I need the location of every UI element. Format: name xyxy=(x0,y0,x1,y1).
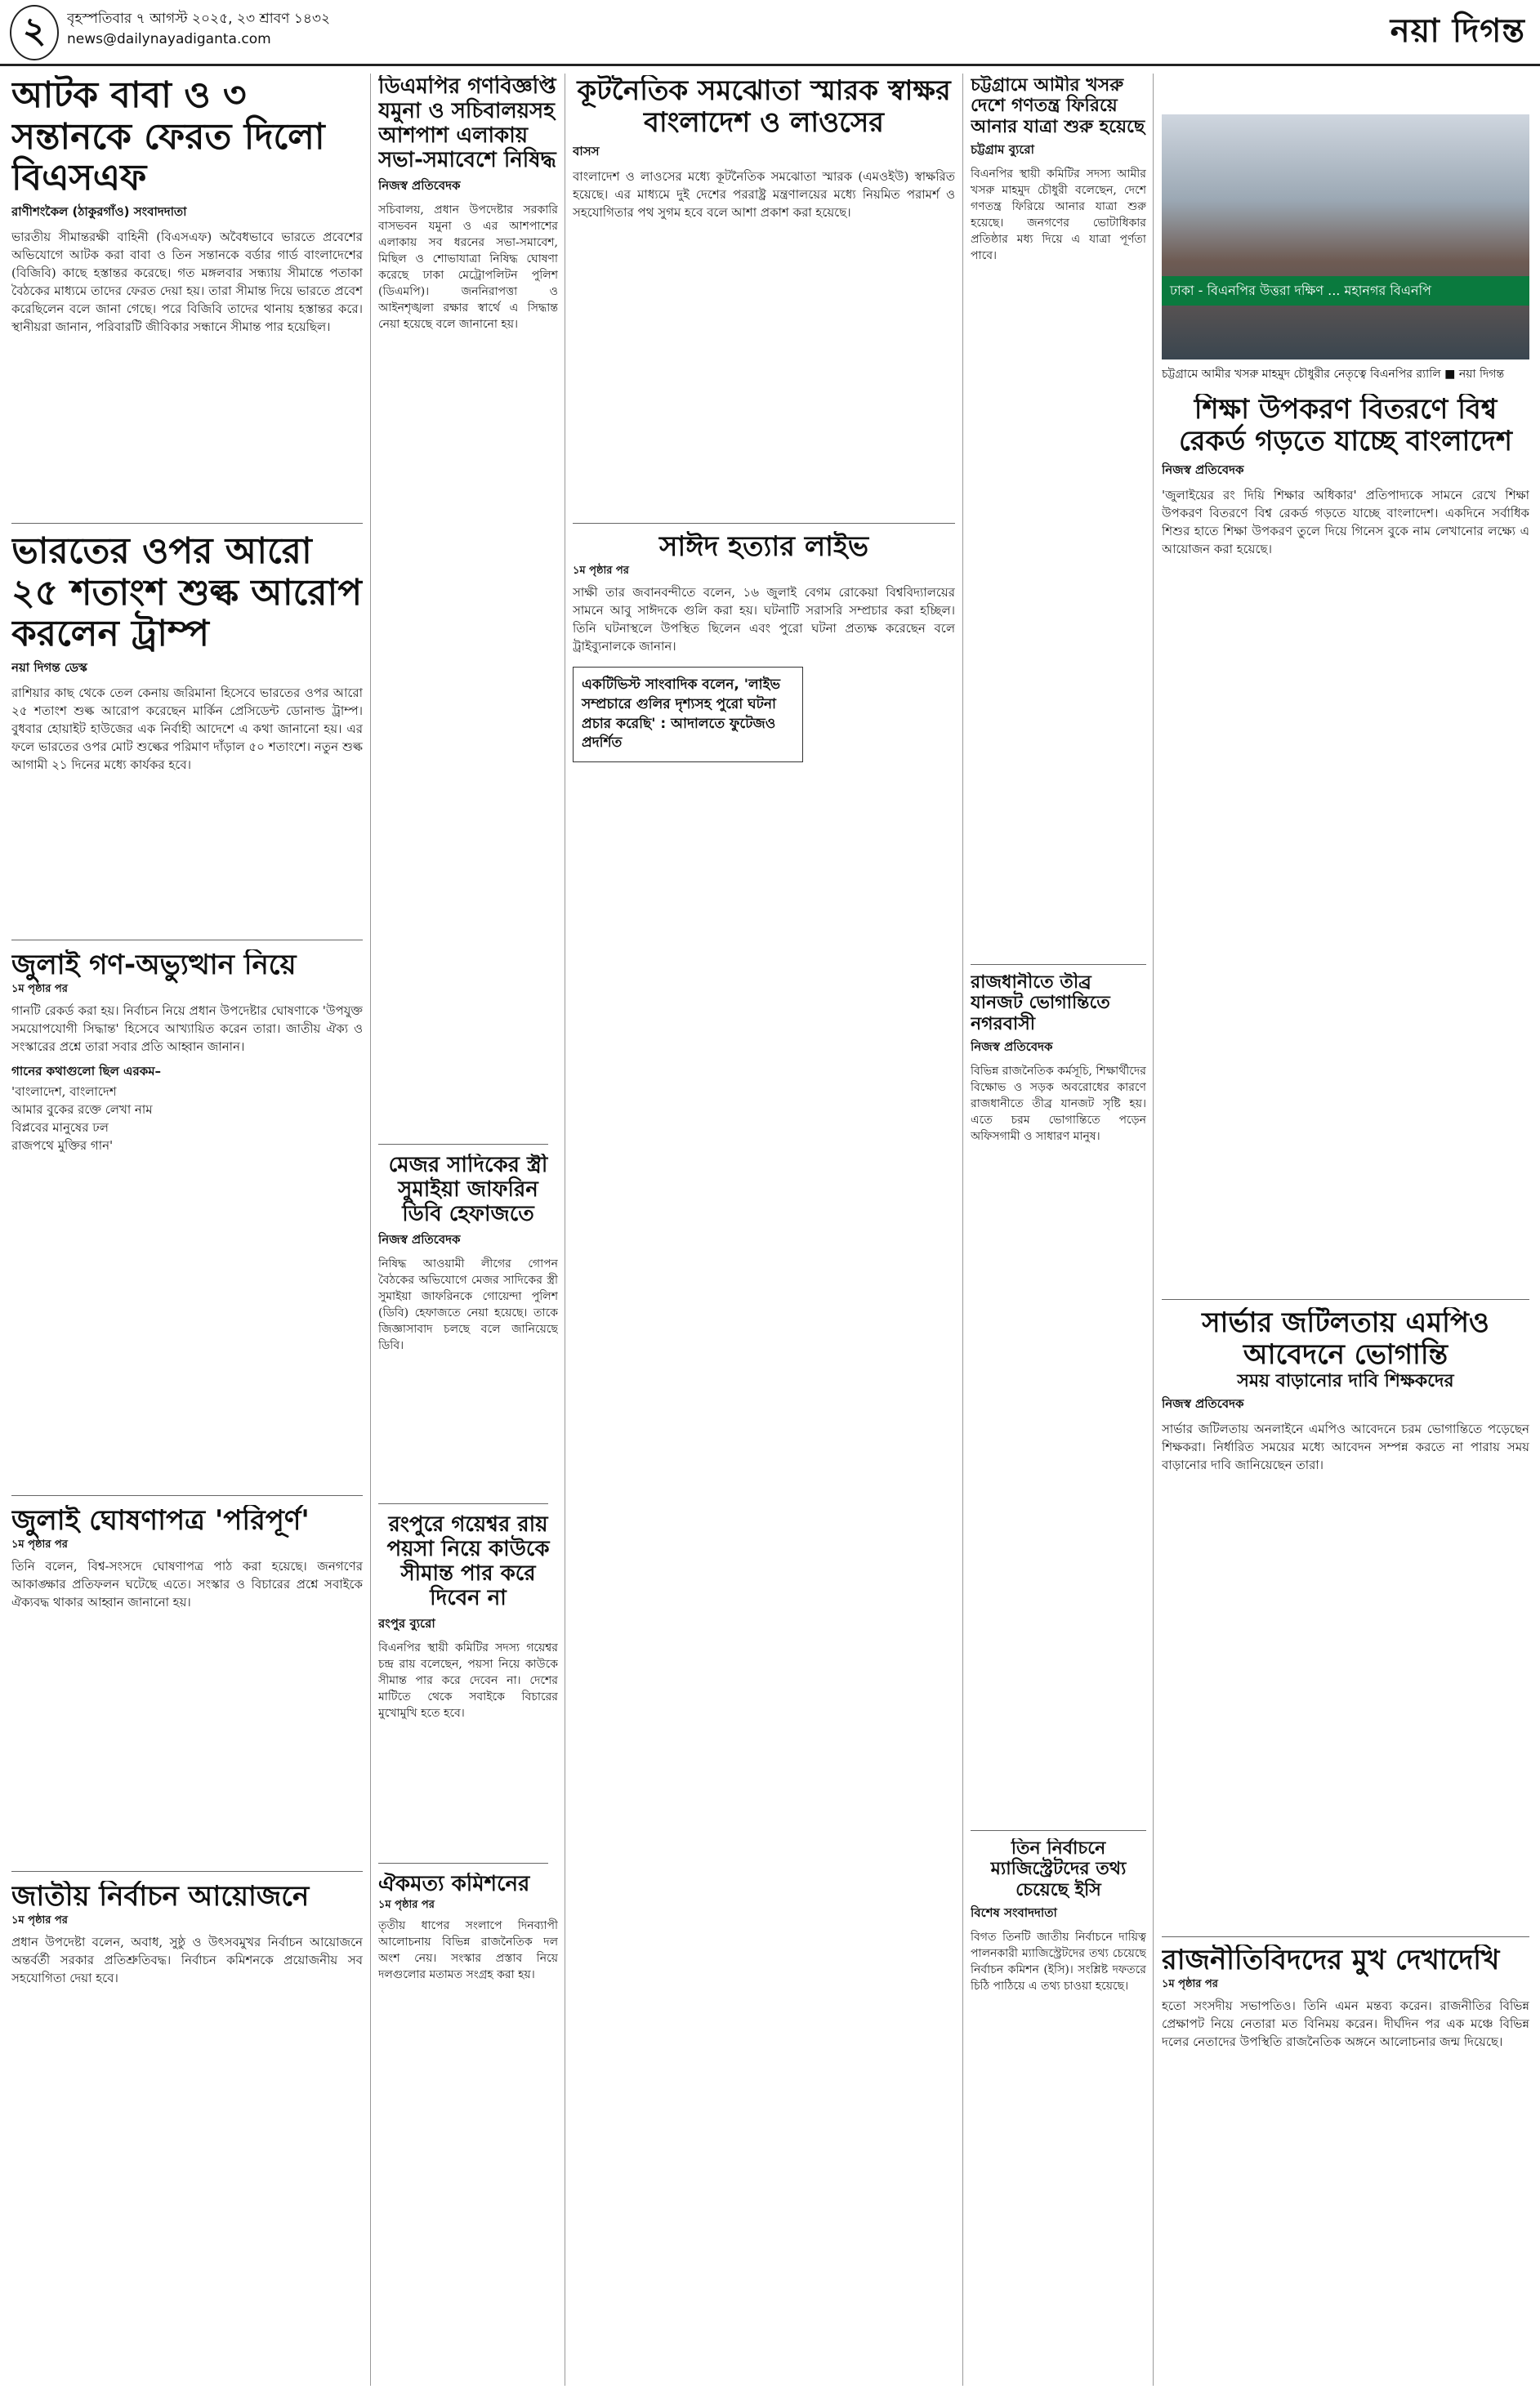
story-body: ভারতীয় সীমান্তরক্ষী বাহিনী (বিএসএফ) অবৈধভাবে ভারতে প্রবেশের অভিযোগে আটক করা বাবা ও তিন সন্তানকে বর্ডার গার্ড বাংলাদেশের (বিজিবি) কাছে হস্তান্তর করেছে। গত মঙ্গলবার সন্ধ্যায় সীমান্তে পতাকা বৈঠকের মাধ্যমে তাদের ফেরত দেয়া হয়। তারা সীমান্ত দিয়ে ভারতে প্রবেশ করেছিলেন বলে জানা গেছে। পরে বিজিবি তাদের থানায় হস্তান্তর করে। স্থানীয়রা জানান, পরিবারটি জীবিকার সন্ধানে সীমান্ত পার হয়েছিল। xyxy=(11,229,363,334)
section-divider xyxy=(573,523,955,524)
continued-label: ১ম পৃষ্ঠার পর xyxy=(1162,1978,1218,1991)
section-divider xyxy=(378,1863,548,1864)
caption-credit: নয়া দিগন্ত xyxy=(1458,368,1505,381)
column-divider xyxy=(1153,74,1154,2386)
headline: চট্টগ্রামে আমীর খসরু দেশে গণতন্ত্র ফিরিয়ে আনার যাত্রা শুরু হয়েছে xyxy=(971,75,1145,137)
song-line: 'বাংলাদেশ, বাংলাদেশ xyxy=(11,1084,117,1100)
newspaper-logo xyxy=(1325,5,1525,57)
section-divider xyxy=(11,1871,363,1872)
headline: কূটনৈতিক সমঝোতা স্মারক স্বাক্ষর বাংলাদেশ ও লাওসের xyxy=(577,75,951,140)
story-body: বাংলাদেশ ও লাওসের মধ্যে কূটনৈতিক সমঝোতা স্মারক (এমওইউ) স্বাক্ষরিত হয়েছে। এর মাধ্যমে দুই দেশের পররাষ্ট্র মন্ত্রণালয়ের মধ্যে নিয়মিত পরামর্শ ও সহযোগিতার পথ সুগম হবে বলে আশা প্রকাশ করা হয়েছে। xyxy=(573,169,955,221)
story-consensus xyxy=(378,1873,558,2379)
headline: ঐকমত্য কমিশনের xyxy=(378,1873,530,1896)
headline: জুলাই ঘোষণাপত্র 'পরিপূর্ণ' xyxy=(11,1505,310,1537)
byline: নয়া দিগন্ত ডেস্ক xyxy=(11,659,87,675)
continued-label: ১ম পৃষ্ঠার পর xyxy=(573,565,629,578)
story-ec xyxy=(971,1838,1146,2378)
story-jam xyxy=(971,972,1146,1822)
story-rangpur xyxy=(378,1513,558,1856)
story-politicians xyxy=(1162,1945,1529,2378)
story-election xyxy=(11,1881,363,2379)
story-body: বিএনপির স্থায়ী কমিটির সদস্য গয়েশ্বর চন্দ্র রায় বলেছেন, পয়সা নিয়ে কাউকে সীমান্ত পার করে দেবেন না। দেশের মাটিতে থেকে সবাইকে বিচারের মুখোমুখি হতে হবে। xyxy=(378,1641,558,1720)
story-sayeed xyxy=(573,531,955,2378)
story-body: গানটি রেকর্ড করা হয়। নির্বাচন নিয়ে প্রধান উপদেষ্টার ঘোষণাকে 'উপযুক্ত সময়োপযোগী সিদ্ধান্ত' হিসেবে আখ্যায়িত করেন তারা। জাতীয় ঐক্য ও সংস্কারের প্রশ্নে তারা সবার প্রতি আহ্বান জানান। xyxy=(11,1003,363,1055)
story-major xyxy=(378,1154,558,1497)
story-body: প্রধান উপদেষ্টা বলেন, অবাধ, সুষ্ঠু ও উৎসবমুখর নির্বাচন আয়োজনে অন্তর্বর্তী সরকার প্রতিশ্রুতিবদ্ধ। নির্বাচন কমিশনকে প্রয়োজনীয় সব সহযোগিতা দেয়া হবে। xyxy=(11,1935,363,1986)
story-body: রাশিয়ার কাছ থেকে তেল কেনায় জরিমানা হিসেবে ভারতের ওপর আরো ২৫ শতাংশ শুল্ক আরোপ করেছেন মার্কিন প্রেসিডেন্ট ডোনাল্ড ট্রাম্প। বুধবার হোয়াইট হাউজের এক নির্বাহী আদেশে এ কথা জানানো হয়। এর ফলে ভারতের ওপর মোট শুল্কের পরিমাণ দাঁড়াল ৫০ শতাংশে। নতুন শুল্ক আগামী ২১ দিনের মধ্যে কার্যকর হবে। xyxy=(11,685,363,772)
byline: নিজস্ব প্রতিবেদক xyxy=(378,177,461,193)
story-body: হতো সংসদীয় সভাপতিও। তিনি এমন মন্তব্য করেন। রাজনীতির বিভিন্ন প্রেক্ষাপট নিয়ে নেতারা মত বিনিময় করেন। দীর্ঘদিন পর এক মঞ্চে বিভিন্ন দলের নেতাদের উপস্থিতি রাজনৈতিক অঙ্গনে আলোচনার জন্ম দিয়েছে। xyxy=(1162,1998,1529,2050)
headline: ডিএমপির গণবিজ্ঞপ্তি যমুনা ও সচিবালয়সহ আশপাশ এলাকায় সভা-সমাবেশে নিষিদ্ধ xyxy=(378,75,556,172)
song-line: রাজপথে মুক্তির গান' xyxy=(11,1138,114,1154)
headline: সার্ভার জটিলতায় এমপিও আবেদনে ভোগান্তি xyxy=(1202,1307,1489,1372)
date-line: বৃহস্পতিবার ৭ আগস্ট ২০২৫, ২৩ শ্রাবণ ১৪৩২ xyxy=(67,11,331,27)
story-body: বিগত তিনটি জাতীয় নির্বাচনে দায়িত্ব পালনকারী ম্যাজিস্ট্রেটদের তথ্য চেয়েছে নির্বাচন কমিশন (ইসি)। সংশ্লিষ্ট দফতরে চিঠি পাঠিয়ে এ তথ্য চাওয়া হয়েছে। xyxy=(971,1930,1146,1993)
story-body: বিএনপির স্থায়ী কমিটির সদস্য আমীর খসরু মাহমুদ চৌধুরী বলেছেন, দেশে গণতন্ত্র ফিরিয়ে আনার যাত্রা শুরু হয়েছে। জনগণের ভোটাধিকার প্রতিষ্ঠার মধ্য দিয়ে এ যাত্রা পূর্ণতা পাবে। xyxy=(971,167,1146,262)
header-rule xyxy=(0,64,1540,66)
headline: রাজনীতিবিদদের মুখ দেখাদেখি xyxy=(1162,1945,1500,1976)
section-divider xyxy=(11,523,363,524)
song-line: আমার বুকের রক্তে লেখা নাম xyxy=(11,1102,153,1118)
story-mpo xyxy=(1162,1307,1529,1928)
story-dmp xyxy=(378,75,558,1129)
story-manifesto xyxy=(11,1505,363,1864)
story-ctg xyxy=(971,75,1146,958)
song-line: বিপ্লবের মানুষের ঢল xyxy=(11,1120,109,1136)
section-divider xyxy=(11,1495,363,1496)
headline: আটক বাবা ও ৩ সন্তানকে ফেরত দিলো বিএসএফ xyxy=(11,75,325,199)
headline: রংপুরে গয়েশ্বর রায় পয়সা নিয়ে কাউকে সীমান্ত পার করে দিবেন না xyxy=(386,1513,550,1610)
continued-label: ১ম পৃষ্ঠার পর xyxy=(11,1914,68,1927)
story-july xyxy=(11,949,363,1489)
photo-caption: চট্টগ্রামে আমীর খসরু মাহমুদ চৌধুরীর নেতৃত্বে বিএনপির র‍্যালি ■ নয়া দিগন্ত xyxy=(1162,368,1505,381)
byline: বাসস xyxy=(573,144,600,159)
pull-quote-text: একটিভিস্ট সাংবাদিক বলেন, 'লাইভ সম্প্রচারে গুলির দৃশ্যসহ পুরো ঘটনা প্রচার করেছি' : আদালতে ফুটেজও প্রদর্শিত xyxy=(582,677,781,752)
story-body: সচিবালয়, প্রধান উপদেষ্টার সরকারি বাসভবন যমুনা ও এর আশপাশের এলাকায় সব ধরনের সভা-সমাবেশ, মিছিল ও শোভাযাত্রা নিষিদ্ধ ঘোষণা করেছে ঢাকা মেট্রোপলিটন পুলিশ (ডিএমপি)। জননিরাপত্তা ও আইনশৃঙ্খলা রক্ষার স্বার্থে এ সিদ্ধান্ত নেয়া হয়েছে বলে জানানো হয়। xyxy=(378,203,558,331)
continued-label: ১ম পৃষ্ঠার পর xyxy=(11,1538,68,1552)
pull-quote xyxy=(573,667,803,762)
story-laos xyxy=(573,75,955,516)
section-divider xyxy=(971,1830,1146,1831)
headline: সাঈদ হত্যার লাইভ xyxy=(658,531,869,563)
song-title: গানের কথাগুলো ছিল এরকম– xyxy=(11,1064,162,1079)
continued-label: ১ম পৃষ্ঠার পর xyxy=(378,1898,435,1911)
byline: চট্টগ্রাম ব্যুরো xyxy=(971,141,1035,157)
headline: জাতীয় নির্বাচন আয়োজনে xyxy=(11,1881,310,1913)
story-body: সার্ভার জটিলতায় অনলাইনে এমপিও আবেদনে চরম ভোগান্তিতে পড়েছেন শিক্ষকরা। নির্ধারিত সময়ের মধ্যে আবেদন সম্পন্ন করতে না পারায় সময় বাড়ানোর দাবি জানিয়েছেন তারা। xyxy=(1162,1422,1529,1473)
story-body: বিভিন্ন রাজনৈতিক কর্মসূচি, শিক্ষার্থীদের বিক্ষোভ ও সড়ক অবরোধের কারণে রাজধানীতে তীব্র যানজট সৃষ্টি হয়। এতে চরম ভোগান্তিতে পড়েন অফিসগামী ও সাধারণ মানুষ। xyxy=(971,1064,1146,1143)
column-divider xyxy=(962,74,963,2386)
story-body: নিষিদ্ধ আওয়ামী লীগের গোপন বৈঠকের অভিযোগে মেজর সাদিকের স্ত্রী সুমাইয়া জাফরিনকে গোয়েন্দা পুলিশ (ডিবি) হেফাজতে নেয়া হয়েছে। তাকে জিজ্ঞাসাবাদ চলছে বলে জানিয়েছে ডিবি। xyxy=(378,1257,558,1352)
story-body: তৃতীয় ধাপের সংলাপে দিনব্যাপী আলোচনায় বিভিন্ন রাজনৈতিক দল অংশ নেয়। সংস্কার প্রস্তাব নিয়ে দলগুলোর মতামত সংগ্রহ করা হয়। xyxy=(378,1918,558,1981)
story-body: তিনি বলেন, বিশ্ব-সংসদে ঘোষণাপত্র পাঠ করা হয়েছে। জনগণের আকাঙ্ক্ষার প্রতিফলন ঘটেছে এতে। সংস্কার ও বিচারের প্রশ্নে সবাইকে ঐক্যবদ্ধ থাকার আহ্বান জানানো হয়। xyxy=(11,1559,363,1610)
story-tariff xyxy=(11,531,363,931)
subheadline: সময় বাড়ানোর দাবি শিক্ষকদের xyxy=(1237,1371,1454,1392)
page-number: ২ xyxy=(10,5,59,60)
section-divider xyxy=(1162,1936,1529,1937)
headline: মেজর সাদিকের স্ত্রী সুমাইয়া জাফরিন ডিবি হেফাজতে xyxy=(388,1154,548,1226)
headline: জুলাই গণ-অভ্যুত্থান নিয়ে xyxy=(11,949,297,981)
column-divider xyxy=(370,74,371,2386)
section-divider xyxy=(1162,1299,1529,1300)
byline: নিজস্ব প্রতিবেদক xyxy=(378,1231,461,1247)
section-divider xyxy=(378,1503,548,1504)
section-divider xyxy=(971,964,1146,965)
byline: বিশেষ সংবাদদাতা xyxy=(971,1905,1057,1920)
headline: তিন নির্বাচনে ম্যাজিস্ট্রেটদের তথ্য চেয়েছে ইসি xyxy=(990,1838,1127,1900)
continued-label: ১ম পৃষ্ঠার পর xyxy=(11,983,68,996)
logo-text: নয়া দিগন্ত xyxy=(1390,12,1525,50)
story-record xyxy=(1162,394,1529,1293)
byline: নিজস্ব প্রতিবেদক xyxy=(1162,1396,1244,1412)
byline: নিজস্ব প্রতিবেদক xyxy=(971,1038,1053,1054)
section-divider xyxy=(378,1144,548,1145)
caption-text: চট্টগ্রামে আমীর খসরু মাহমুদ চৌধুরীর নেতৃত্বে বিএনপির র‍্যালি xyxy=(1162,368,1441,381)
headline: রাজধানীতে তীব্র যানজট ভোগান্তিতে নগরবাসী xyxy=(971,972,1110,1034)
photo-banner: ঢাকা - বিএনপির উত্তরা দক্ষিণ ... মহানগর বিএনপি xyxy=(1162,276,1529,306)
story-body: 'জুলাইয়ের রং দিয়ি শিক্ষার অধিকার' প্রতিপাদ্যকে সামনে রেখে শিক্ষা উপকরণ বিতরণে বিশ্ব রেকর্ড গড়তে যাচ্ছে বাংলাদেশ। একদিনে সর্বাধিক শিশুর হাতে শিক্ষা উপকরণ তুলে দিয়ে গিনেস বুকে নাম লেখানোর লক্ষ্যে এ আয়োজন করা হয়েছে। xyxy=(1162,488,1529,557)
news-photo xyxy=(1162,114,1529,359)
headline: শিক্ষা উপকরণ বিতরণে বিশ্ব রেকর্ড গড়তে যাচ্ছে বাংলাদেশ xyxy=(1178,394,1513,458)
byline: রাণীশংকৈল (ঠাকুরগাঁও) সংবাদদাতা xyxy=(11,203,187,219)
byline: রংপুর ব্যুরো xyxy=(378,1615,435,1631)
site-email[interactable]: news@dailynayadiganta.com xyxy=(67,31,271,47)
story-body: সাক্ষী তার জবানবন্দীতে বলেন, ১৬ জুলাই বেগম রোকেয়া বিশ্ববিদ্যালয়ের সামনে আবু সাঈদকে গুলি করা হয়। ঘটনাটি সরাসরি সম্প্রচার করা হচ্ছিল। তিনি ঘটনাস্থলে উপস্থিত ছিলেন এবং পুরো ঘটনা প্রত্যক্ষ করেছেন বলে ট্রাইব্যুনালকে জানান। xyxy=(573,585,955,654)
byline: নিজস্ব প্রতিবেদক xyxy=(1162,462,1244,478)
headline: ভারতের ওপর আরো ২৫ শতাংশ শুল্ক আরোপ করলেন ট্রাম্প xyxy=(11,531,363,655)
story-bsf xyxy=(11,75,363,516)
